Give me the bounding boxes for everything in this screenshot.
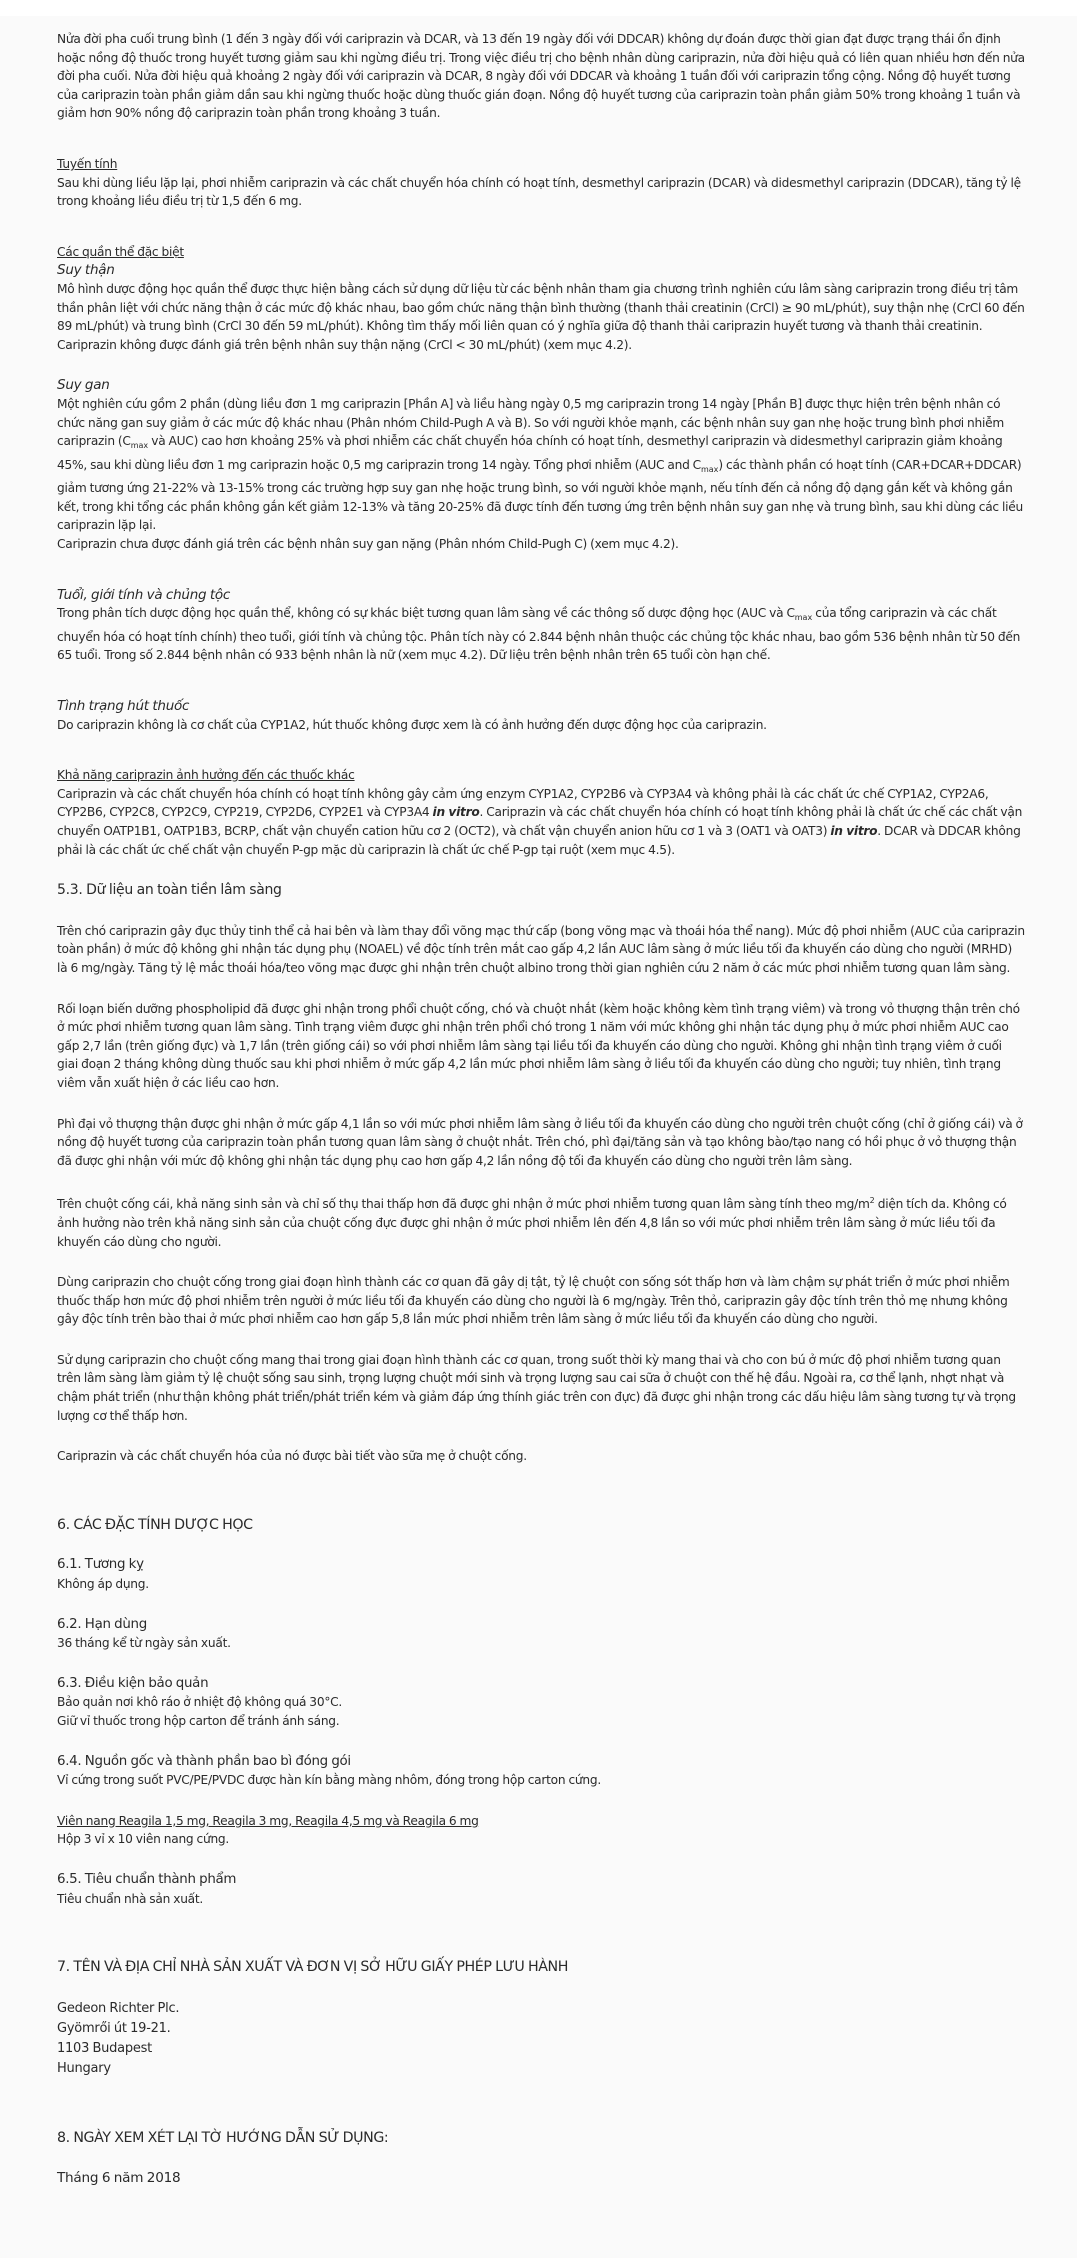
preclinical-heading: 5.3. Dữ liệu an toàn tiền lâm sàng <box>57 882 282 899</box>
section-6-1-text: Không áp dụng. <box>57 1577 149 1592</box>
linearity-paragraph: Sau khi dùng liều lặp lại, phơi nhiễm cariprazin và các chất chuyển hóa chính có hoạt tính, desmethyl cariprazin (DCAR) và didesmethyl cariprazin (DDCAR), tăng tỷ lệ trong khoảng liều điều trị từ 1,5 đến 6 mg. <box>57 175 1021 209</box>
age-text-1: Trong phân tích dược động học quần thể, không có sự khác biệt tương quan lâm sàng về các thông số dược động học (AUC và C <box>57 606 795 621</box>
cmax-subscript: max <box>794 613 813 623</box>
smoking-heading: Tình trạng hút thuốc <box>57 698 190 715</box>
hepatic-paragraph <box>57 395 1025 535</box>
hepatic-text-1: Một nghiên cứu gồm 2 phần (dùng liều đơn 1 mg cariprazin [Phần A] và liều hàng ngày 0,5 mg cariprazin trong 14 ngày [Phần B] được thực hiện trên bệnh nhân có chức năng gan suy giảm ở các mức độ khác nhau (Phân nhóm Child-Pugh A và B). So với người khỏe mạnh, các bệnh nhân suy gan nhẹ hoặc trung bình phơi nhiễm cariprazin (C <box>57 396 1005 449</box>
preclinical-p4-text-1: Trên chuột cống cái, khả năng sinh sản và chỉ số thụ thai thấp hơn đã được ghi nhận ở mức phơi nhiễm tương quan lâm sàng tính theo mg/m <box>57 1197 870 1212</box>
age-heading: Tuổi, giới tính và chủng tộc <box>57 586 231 603</box>
interactions-text-3: . DCAR và DDCAR không phải là các chất ức chế chất vận chuyển P-gp mặc dù cariprazin là chất ức chế P-gp tại ruột (xem mục 4.5). <box>57 824 1021 857</box>
interactions-heading: Khả năng cariprazin ảnh hưởng đến các thuốc khác <box>57 768 355 783</box>
section-6-3-line-1: Bảo quản nơi khô ráo ở nhiệt độ không quá 30°C. <box>57 1695 343 1710</box>
linearity-heading: Tuyến tính <box>57 156 118 171</box>
preclinical-paragraph-3: Phì đại vỏ thượng thận được ghi nhận ở mức gấp 4,1 lần so với mức phơi nhiễm lâm sàng ở liều tối đa khuyến cáo dùng cho người trên chuột cống (chỉ ở giống cái) và ở nồng độ huyết tương của cariprazin toàn phần tương quan lâm sàng ở chuột nhắt. Trên chó, phì đại/tăng sản và tạo không bào/tạo nang có hồi phục ở vỏ thượng thận đã được ghi nhận với mức độ không ghi nhận tác dụng phụ cao hơn gấp 4,2 lần nồng độ tối đa khuyến cáo dùng cho người trên lâm sàng. <box>57 1116 1023 1168</box>
preclinical-paragraph-4 <box>57 1192 1025 1251</box>
section-6-5-text: Tiêu chuẩn nhà sản xuất. <box>57 1891 204 1906</box>
hepatic-text-2: và AUC) cao hơn khoảng 25% và phơi nhiễm các chất chuyển hóa chính có hoạt tính, desmethyl cariprazin và didesmethyl cariprazin giảm khoảng 45%, sau khi dùng liều đơn 1 mg cariprazin hoặc 0,5 mg cariprazin trong 14 ngày. Tổng phơi nhiễm (AUC and C <box>57 434 1003 472</box>
address-line: Gedeon Richter Plc. <box>57 2000 180 2016</box>
in-vitro-term: in vitro <box>830 824 878 838</box>
hepatic-text-3: ) các thành phần có hoạt tính (CAR+DCAR+DDCAR) giảm tương ứng 21-22% và 13-15% trong các trường hợp suy gan nhẹ hoặc trung bình, so với người khỏe mạnh, nếu tính đến cả nồng độ dạng gắn kết và không gắn kết, trong khi tổng các phần không gắn kết giảm 12-13% và tăng 20-25% đã được tính đến tương ứng trên bệnh nhân suy gan nhẹ và trung bình, sau khi dùng các liều cariprazin lặp lại. <box>57 457 1024 533</box>
cmax-subscript: max <box>130 441 149 451</box>
in-vitro-term: in vitro <box>432 805 480 820</box>
section-6-3-line-2: Giữ vỉ thuốc trong hộp carton để tránh ánh sáng. <box>57 1714 340 1728</box>
squared-superscript: 2 <box>869 1196 875 1206</box>
cmax-subscript: max <box>700 464 719 474</box>
preclinical-paragraph-5: Dùng cariprazin cho chuột cống trong giai đoạn hình thành các cơ quan đã gây dị tật, tỷ lệ chuột con sống sót thấp hơn và làm chậm sự phát triển ở mức phơi nhiễm thuốc thấp hơn mức độ phơi nhiễm trên người ở mức liều tối đa khuyến cáo dùng cho người là 6 mg/ngày. Trên thỏ, cariprazin gây độc tính trên thỏ mẹ nhưng không gây độc tính trên bào thai ở mức phơi nhiễm cao hơn gấp 5,8 lần mức phơi nhiễm trên lâm sàng ở mức liều tối đa khuyến cáo dùng cho người. <box>57 1275 1010 1327</box>
pack-size: Hộp 3 vỉ x 10 viên nang cứng. <box>57 1832 230 1847</box>
address-line: Gyömrői út 19-21. <box>57 2020 171 2036</box>
section-6-heading: 6. CÁC ĐẶC TÍNH DƯỢC HỌC <box>57 1516 253 1533</box>
hepatic-heading: Suy gan <box>57 377 110 394</box>
section-6-2-heading: 6.2. Hạn dùng <box>57 1616 147 1632</box>
revision-date: Tháng 6 năm 2018 <box>57 2170 181 2187</box>
section-6-1-heading: 6.1. Tương kỵ <box>57 1557 144 1573</box>
section-8-heading: 8. NGÀY XEM XÉT LẠI TỜ HƯỚNG DẪN SỬ DỤNG: <box>57 2129 389 2146</box>
interactions-paragraph <box>57 785 1025 859</box>
section-7-heading: 7. TÊN VÀ ĐỊA CHỈ NHÀ SẢN XUẤT VÀ ĐƠN VỊ SỞ HỮU GIẤY PHÉP LƯU HÀNH <box>57 1959 569 1976</box>
section-6-4-text: Vỉ cứng trong suốt PVC/PE/PVDC được hàn kín bằng màng nhôm, đóng trong hộp carton cứng. <box>57 1773 601 1788</box>
preclinical-paragraph-1: Trên chó cariprazin gây đục thủy tinh thể cả hai bên và làm thay đổi võng mạc thứ cấp (bong võng mạc và thoái hóa thể nang). Mức độ phơi nhiễm (AUC của cariprazin toàn phần) ở mức độ không ghi nhận tác dụng phụ (NOAEL) về độc tính trên mắt cao gấp 4,2 lần AUC lâm sàng ở mức liều tối đa khuyến cáo dùng cho người (MRHD) là 6 mg/ngày. Tăng tỷ lệ mắc thoái hóa/teo võng mạc được ghi nhận trên chuột albino trong thời gian nghiên cứu 2 năm ở các mức phơi nhiễm tương quan lâm sàng. <box>57 923 1025 975</box>
special-populations-heading: Các quần thể đặc biệt <box>57 244 184 259</box>
renal-paragraph: Mô hình dược động học quần thể được thực hiện bằng cách sử dụng dữ liệu từ các bệnh nhân tham gia chương trình nghiên cứu lâm sàng cariprazin trong điều trị tâm thần phân liệt với chức năng thận ở các mức độ khác nhau, bao gồm chức năng thận bình thường (thanh thải creatinin (CrCl) ≥ 90 mL/phút), suy thận nhẹ (CrCl 60 đến 89 mL/phút) và trung bình (CrCl 30 đến 59 mL/phút). Không tìm thấy mối liên quan có ý nghĩa giữa độ thanh thải cariprazin huyết tương và thanh thải creatinin. <box>57 281 1025 334</box>
section-6-4-heading: 6.4. Nguồn gốc và thành phần bao bì đóng gói <box>57 1753 351 1769</box>
preclinical-paragraph-6: Sử dụng cariprazin cho chuột cống mang thai trong giai đoạn hình thành các cơ quan, trong suốt thời kỳ mang thai và cho con bú ở mức độ phơi nhiễm tương quan trên lâm sàng làm giảm tỷ lệ chuột sống sau sinh, trọng lượng chuột mới sinh và trọng lượng sau cai sữa ở chuột con thế hệ đầu. Ngoài ra, cơ thể lạnh, nhợt nhạt và chậm phát triển (như thận không phát triển/phát triển kém và giảm đáp ứng thính giác trên con đực) đã được ghi nhận trong các dấu hiệu lâm sàng tương tự và trọng lượng cơ thể thấp hơn. <box>57 1352 1016 1423</box>
age-paragraph <box>57 604 1025 665</box>
age-text-2: của tổng cariprazin và các chất chuyển hóa có hoạt tính chính) theo tuổi, giới tính và chủng tộc. Phân tích này có 2.844 bệnh nhân thuộc các chủng tộc khác nhau, bao gồm 536 bệnh nhân từ 50 đến 65 tuổi. Trong số 2.844 bệnh nhân có 933 bệnh nhân là nữ (xem mục 4.2). Dữ liệu trên bệnh nhân trên 65 tuổi còn hạn chế. <box>57 606 1021 663</box>
section-6-2-text: 36 tháng kể từ ngày sản xuất. <box>57 1636 231 1651</box>
renal-heading: Suy thận <box>57 262 115 279</box>
renal-note: Cariprazin không được đánh giá trên bệnh nhân suy thận nặng (CrCl < 30 mL/phút) (xem mục 4.2). <box>57 337 632 352</box>
section-6-5-heading: 6.5. Tiêu chuẩn thành phẩm <box>57 1871 237 1887</box>
manufacturer-address <box>57 1999 1025 2079</box>
preclinical-paragraph-2: Rối loạn biến dưỡng phospholipid đã được ghi nhận trong phổi chuột cống, chó và chuột nhắt (kèm hoặc không kèm tình trạng viêm) và trong vỏ thượng thận trên chó ở mức phơi nhiễm tương quan lâm sàng. Tình trạng viêm được ghi nhận trên phổi chó trong 1 năm với mức không ghi nhận tác dụng phụ ở mức phơi nhiễm AUC cao gấp 2,7 lần (trên giống đực) và 1,7 lần (trên giống cái) so với phơi nhiễm lâm sàng tại liều tối đa khuyến cáo dùng cho người. Không ghi nhận tình trạng viêm ở cuối giai đoạn 2 tháng không dùng thuốc sau khi phơi nhiễm ở mức gấp 4,2 lần mức phơi nhiễm lâm sàng ở liều tối đa khuyến cáo dùng cho người; tuy nhiên, tình trạng viêm vẫn xuất hiện ở các liều cao hơn. <box>57 1001 1020 1090</box>
preclinical-paragraph-7: Cariprazin và các chất chuyển hóa của nó được bài tiết vào sữa mẹ ở chuột cống. <box>57 1449 527 1464</box>
interactions-text-2: . Cariprazin và các chất chuyển hóa chính có hoạt tính không phải là chất ức chế các chất vận chuyển OATP1B1, OATP1B3, BCRP, chất vận chuyển cation hữu cơ 2 (OCT2), và chất vận chuyển anion hữu cơ 1 và 3 (OAT1 và OAT3) <box>57 805 1023 838</box>
hepatic-note: Cariprazin chưa được đánh giá trên các bệnh nhân suy gan nặng (Phân nhóm Child-Pugh C) (xem mục 4.2). <box>57 537 679 552</box>
section-6-3-heading: 6.3. Điều kiện bảo quản <box>57 1675 209 1691</box>
address-line: 1103 Budapest <box>57 2040 152 2056</box>
smoking-paragraph: Do cariprazin không là cơ chất của CYP1A2, hút thuốc không được xem là có ảnh hưởng đến dược động học của cariprazin. <box>57 717 767 732</box>
interactions-text-1: Cariprazin và các chất chuyển hóa chính có hoạt tính không gây cảm ứng enzym CYP1A2, CYP2B6 và CYP3A4 và không phải là các chất ức chế CYP1A2, CYP2A6, CYP2B6, CYP2C8, CYP2C9, CYP219, CYP2D6, CYP2E1 và CYP3A4 <box>57 786 989 820</box>
preclinical-p4-text-2: diện tích da. Không có ảnh hưởng nào trên khả năng sinh sản của chuột cống đực được ghi nhận ở mức phơi nhiễm lên đến 4,8 lần so với mức phơi nhiễm trên lâm sàng ở mức liều tối đa khuyến cáo dùng cho người. <box>57 1197 1007 1249</box>
product-heading: Viên nang Reagila 1,5 mg, Reagila 3 mg, Reagila 4,5 mg và Reagila 6 mg <box>57 1813 479 1828</box>
address-line: Hungary <box>57 2060 111 2076</box>
halflife-paragraph: Nửa đời pha cuối trung bình (1 đến 3 ngày đối với cariprazin và DCAR, và 13 đến 19 ngày đối với DDCAR) không dự đoán được thời gian đạt được trạng thái ổn định hoặc nồng độ thuốc trong huyết tương giảm sau khi ngừng điều trị. Trong việc điều trị cho bệnh nhân dùng cariprazin, nửa đời hiệu quả có liên quan nhiều hơn đến nửa đời pha cuối. Nửa đời hiệu quả khoảng 2 ngày đối với cariprazin và DCAR, 8 ngày đối với DDCAR và khoảng 1 tuần đối với cariprazin tổng cộng. Nồng độ huyết tương của cariprazin toàn phần giảm dần sau khi ngừng thuốc hoặc dùng thuốc gián đoạn. Nồng độ huyết tương của cariprazin toàn phần giảm 50% trong khoảng 1 tuần và giảm hơn 90% nồng độ cariprazin toàn phần trong khoảng 3 tuần. <box>57 32 1025 121</box>
